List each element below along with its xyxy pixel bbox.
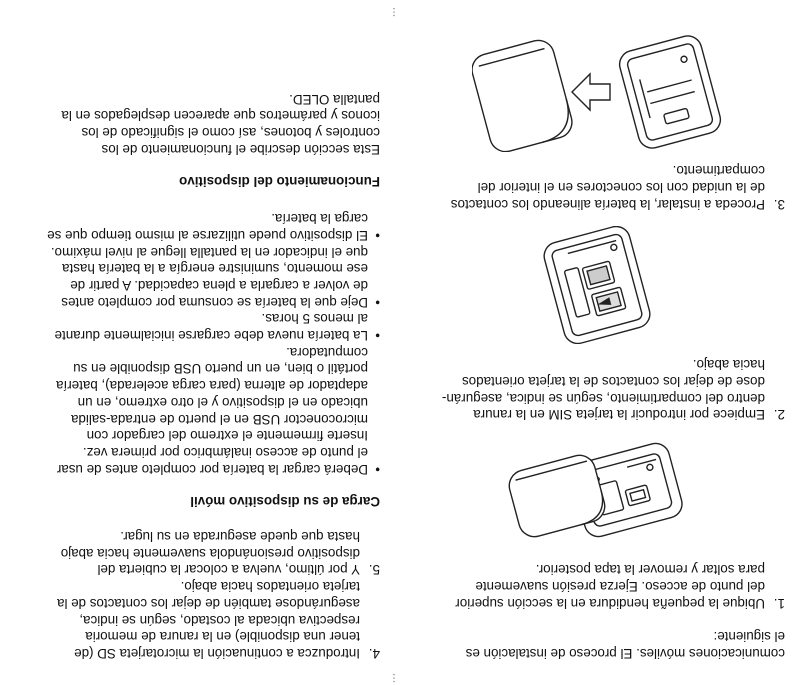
step-number: 4. bbox=[368, 646, 380, 661]
right-column bbox=[12, 90, 380, 661]
arrow-right-icon bbox=[572, 74, 610, 110]
step-text: Y por último, vuelva a colocar la cubierta del dispositivo presionándola suavemente hacia abajo hasta que quede asegurada en su lugar. bbox=[60, 529, 360, 578]
charging-bullets bbox=[12, 209, 380, 476]
step-text: Ubique la pequeña hendidura en la sección superior del punto de acceso. Ejerza presión suavemente para soltar y remover la tapa posterior. bbox=[455, 562, 765, 611]
step-5 bbox=[12, 527, 380, 577]
charging-heading: Carga de su dispositivo móvil bbox=[190, 494, 380, 510]
step-1 bbox=[409, 560, 785, 610]
list-item: • La batería nueva debe cargarse inicialmente durante al menos 5 horas. bbox=[54, 311, 380, 344]
step-number: 2. bbox=[773, 407, 785, 423]
function-heading: Funcionamiento del dispositivo bbox=[179, 174, 380, 190]
gutter-tick-bottom: ⋮ bbox=[389, 6, 399, 17]
gutter-tick-top: ⋮ bbox=[389, 672, 399, 683]
list-item: • Deje que la batería se consuma por completo antes de volver a cargarla a plena capacidad. A partir de ese momento, suministre energía a la batería hasta que el indicador en la pantalla llegue al nivel máximo. bbox=[50, 244, 380, 310]
battery-install-illustration bbox=[472, 32, 722, 152]
step-4 bbox=[12, 577, 380, 661]
step-3 bbox=[409, 162, 785, 212]
sim-card-insertion-illustration bbox=[542, 226, 652, 344]
step-text: Introduzca a continuación la microtarjeta SD (de tener una disponible) en la ranura de memoria respectiva ubicada al costado, según se indica, asegurándose también de dejar los contactos de la tarjeta orientados hacia abajo. bbox=[57, 579, 360, 661]
step-text: Empiece por introducir la tarjeta SIM en la ranura dentro del compartimiento, según se indica, asegurán- dose de dejar los contactos de la tarjeta orientados hacia abajo. bbox=[441, 357, 765, 423]
list-item: • Deberá cargar la batería por completo antes de usar el punto de acceso inalámbrico por primera vez. Inserte firmemente el extremo del cargador con microconector USB en el puerto de entrada-salida ubicado en el dispositivo y el otro extremo, en un adaptador de alterna (para carga acelerada), batería portátil o bien, en un puerto USB disponible en su computadora. bbox=[56, 344, 380, 477]
left-column bbox=[409, 32, 785, 661]
step-number: 5. bbox=[368, 562, 380, 578]
list-item: • El dispositivo puede utilizarse al mismo tiempo que se carga la batería. bbox=[47, 211, 380, 243]
function-text: Esta sección describe el funcionamiento de los controles y botones, así como el significado de los iconos y parámetros que aparecen desplegados en la pantalla OLED. bbox=[61, 91, 380, 157]
intro-text: comunicaciones móviles. El proceso de instalación es el siguiente: bbox=[465, 629, 785, 661]
step-number: 1. bbox=[773, 595, 785, 611]
step-2 bbox=[409, 356, 785, 423]
step-number: 3. bbox=[773, 196, 785, 212]
step-text: Proceda a instalar, la batería alineando los contactos de la unidad con los conectores en el interior del compartimento. bbox=[450, 163, 765, 212]
device-back-cover-open-illustration bbox=[507, 436, 687, 544]
